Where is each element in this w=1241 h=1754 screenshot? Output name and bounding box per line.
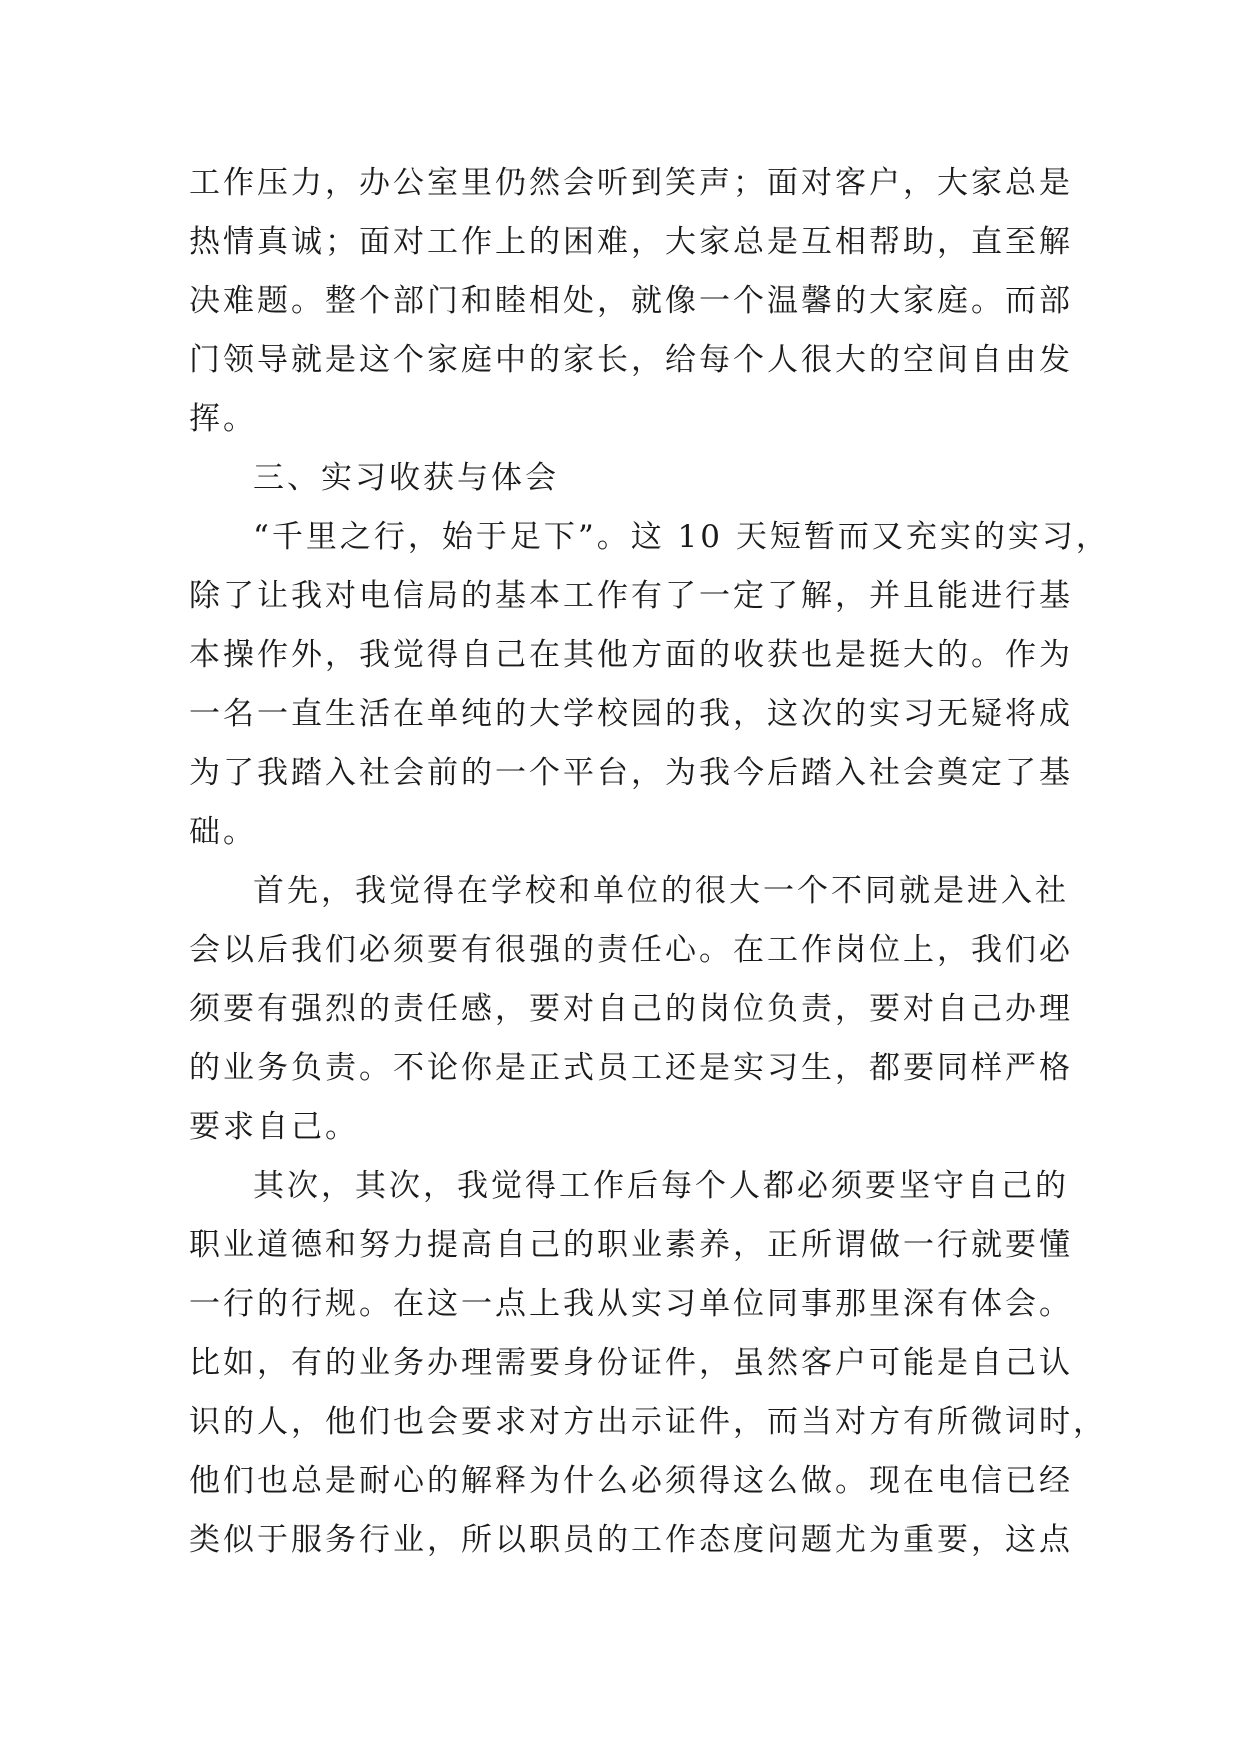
text-line: “千里之行，始于足下”。这 10 天短暂而又充实的实习， bbox=[253, 519, 1110, 555]
text-line: 的业务负责。不论你是正式员工还是实习生，都要同样严格 bbox=[189, 1050, 1073, 1086]
text-line: 会以后我们必须要有很强的责任心。在工作岗位上，我们必 bbox=[189, 932, 1073, 968]
text-line: 本操作外，我觉得自己在其他方面的收获也是挺大的。作为 bbox=[189, 637, 1073, 673]
text-line: 首先，我觉得在学校和单位的很大一个不同就是进入社 bbox=[253, 873, 1069, 909]
text-line: 须要有强烈的责任感，要对自己的岗位负责，要对自己办理 bbox=[189, 991, 1073, 1027]
text-line: 热情真诚；面对工作上的困难，大家总是互相帮助，直至解 bbox=[189, 224, 1073, 260]
text-line: 其次，其次，我觉得工作后每个人都必须要坚守自己的 bbox=[253, 1168, 1069, 1204]
text-line: 一行的行规。在这一点上我从实习单位同事那里深有体会。 bbox=[189, 1286, 1073, 1322]
text-line: 类似于服务行业，所以职员的工作态度问题尤为重要，这点 bbox=[189, 1522, 1073, 1558]
text-line: 要求自己。 bbox=[189, 1109, 359, 1145]
text-line: 他们也总是耐心的解释为什么必须得这么做。现在电信已经 bbox=[189, 1463, 1073, 1499]
text-line: 除了让我对电信局的基本工作有了一定了解，并且能进行基 bbox=[189, 578, 1073, 614]
text-line: 识的人，他们也会要求对方出示证件，而当对方有所微词时， bbox=[189, 1404, 1107, 1440]
section-heading: 三、实习收获与体会 bbox=[253, 460, 559, 496]
text-line: 一名一直生活在单纯的大学校园的我，这次的实习无疑将成 bbox=[189, 696, 1073, 732]
text-line: 职业道德和努力提高自己的职业素养，正所谓做一行就要懂 bbox=[189, 1227, 1073, 1263]
text-line: 比如，有的业务办理需要身份证件，虽然客户可能是自己认 bbox=[189, 1345, 1073, 1381]
body-text bbox=[189, 154, 1110, 1570]
text-line: 工作压力，办公室里仍然会听到笑声；面对客户，大家总是 bbox=[189, 165, 1073, 201]
text-line: 决难题。整个部门和睦相处，就像一个温馨的大家庭。而部 bbox=[189, 283, 1073, 319]
text-line: 为了我踏入社会前的一个平台，为我今后踏入社会奠定了基 bbox=[189, 755, 1073, 791]
text-line: 门领导就是这个家庭中的家长，给每个人很大的空间自由发 bbox=[189, 342, 1073, 378]
text-line: 础。 bbox=[189, 814, 257, 850]
text-line: 挥。 bbox=[189, 401, 257, 437]
